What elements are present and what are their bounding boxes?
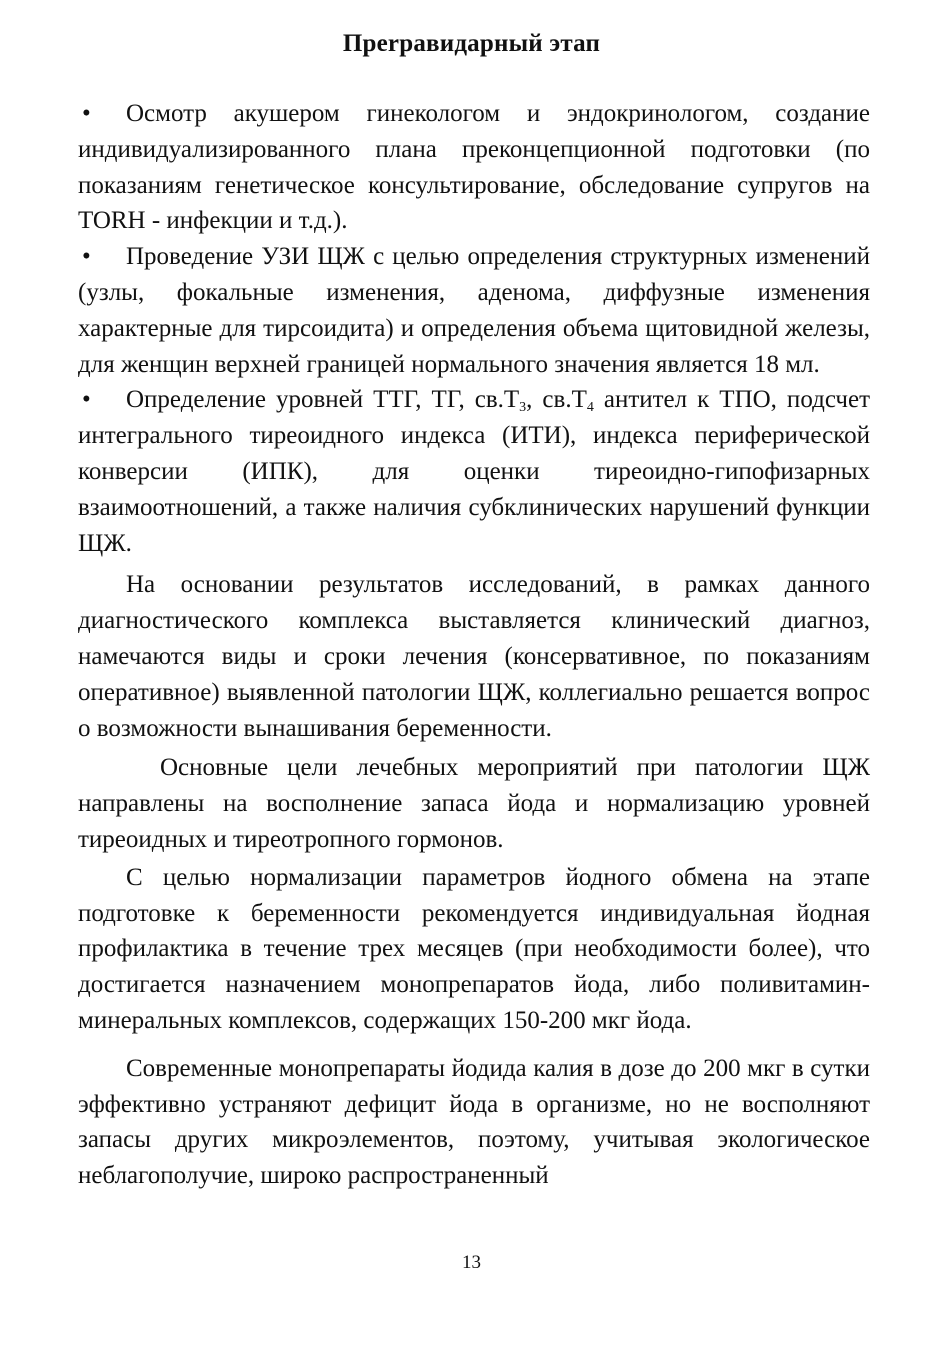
subscript: 4	[586, 400, 594, 416]
bullet-icon: •	[82, 243, 91, 271]
paragraph-diagnosis: На основании результатов исследований, в рамках данного диагностического комплекса выставляется клинический диагноз, намечаются виды и сроки лечения (консервативное, по показаниям оперативное) выявленной патологии ЩЖ, коллегиально решается вопрос о возможности вынашивания беременности.	[78, 571, 870, 742]
paragraph-monopreparations: Современные монопрепараты йодида калия в дозе до 200 мкг в сутки эффективно устраняют дефицит йода в организме, но не восполняют запасы других микроэлементов, поэтому, учитывая экологическое неблагополучие, широко распространенный	[78, 1054, 870, 1190]
document-body	[78, 96, 870, 1194]
subscript: 3	[519, 400, 527, 416]
bullet-text-part: , св.Т	[526, 386, 587, 414]
bullet-item-examination	[78, 96, 870, 239]
bullet-icon: •	[82, 100, 91, 127]
page-number: 13	[462, 1252, 481, 1273]
section-title: Преrравидарный этап	[342, 30, 601, 57]
paragraph-iodine-prophylaxis: С целью нормализации параметров йодного обмена на этапе подготовке к беременности рекомендуется индивидуальная йодная профилактика в течение трех месяцев (при необходимости более), что достигается назначением монопрепаратов йода, либо поливитамин-минеральных комплексов, содержащих 150-200 мкг йода.	[78, 863, 870, 1034]
bullet-item-hormone-levels	[78, 382, 870, 561]
bullet-text: Проведение УЗИ ЩЖ с целью определения структурных изменений (узлы, фокальные изменения, аденома, диффузные изменения характерные для тирсоидита) и определения объема щитовидной железы, для женщин верхней границей нормального значения является 18 мл.	[78, 243, 870, 378]
bullet-text: Осмотр акушером гинекологом и эндокринологом, создание индивидуализированного плана преконцепционной подготовки (по показаниям генетическое консультирование, обследование супругов на TORH - инфекции и т.д.).	[78, 100, 870, 235]
bullet-text-part: Определение уровней ТТГ, ТГ, св.Т	[126, 386, 520, 414]
bullet-item-ultrasound	[78, 239, 870, 382]
bullet-icon: •	[82, 386, 91, 414]
paragraph-treatment-goals: Основные цели лечебных мероприятий при патологии ЩЖ направлены на восполнение запаса йода и нормализацию уровней тиреоидных и тиреотропного гормонов.	[78, 754, 870, 853]
bullet-text-part: антител к ТПО, подсчет интегрального тиреоидного индекса (ИТИ), индекса периферической конверсии (ИПК), для оценки тиреоидно-гипофизарных взаимоотношений, а также наличия субклинических нарушений функции ЩЖ.	[78, 386, 871, 557]
